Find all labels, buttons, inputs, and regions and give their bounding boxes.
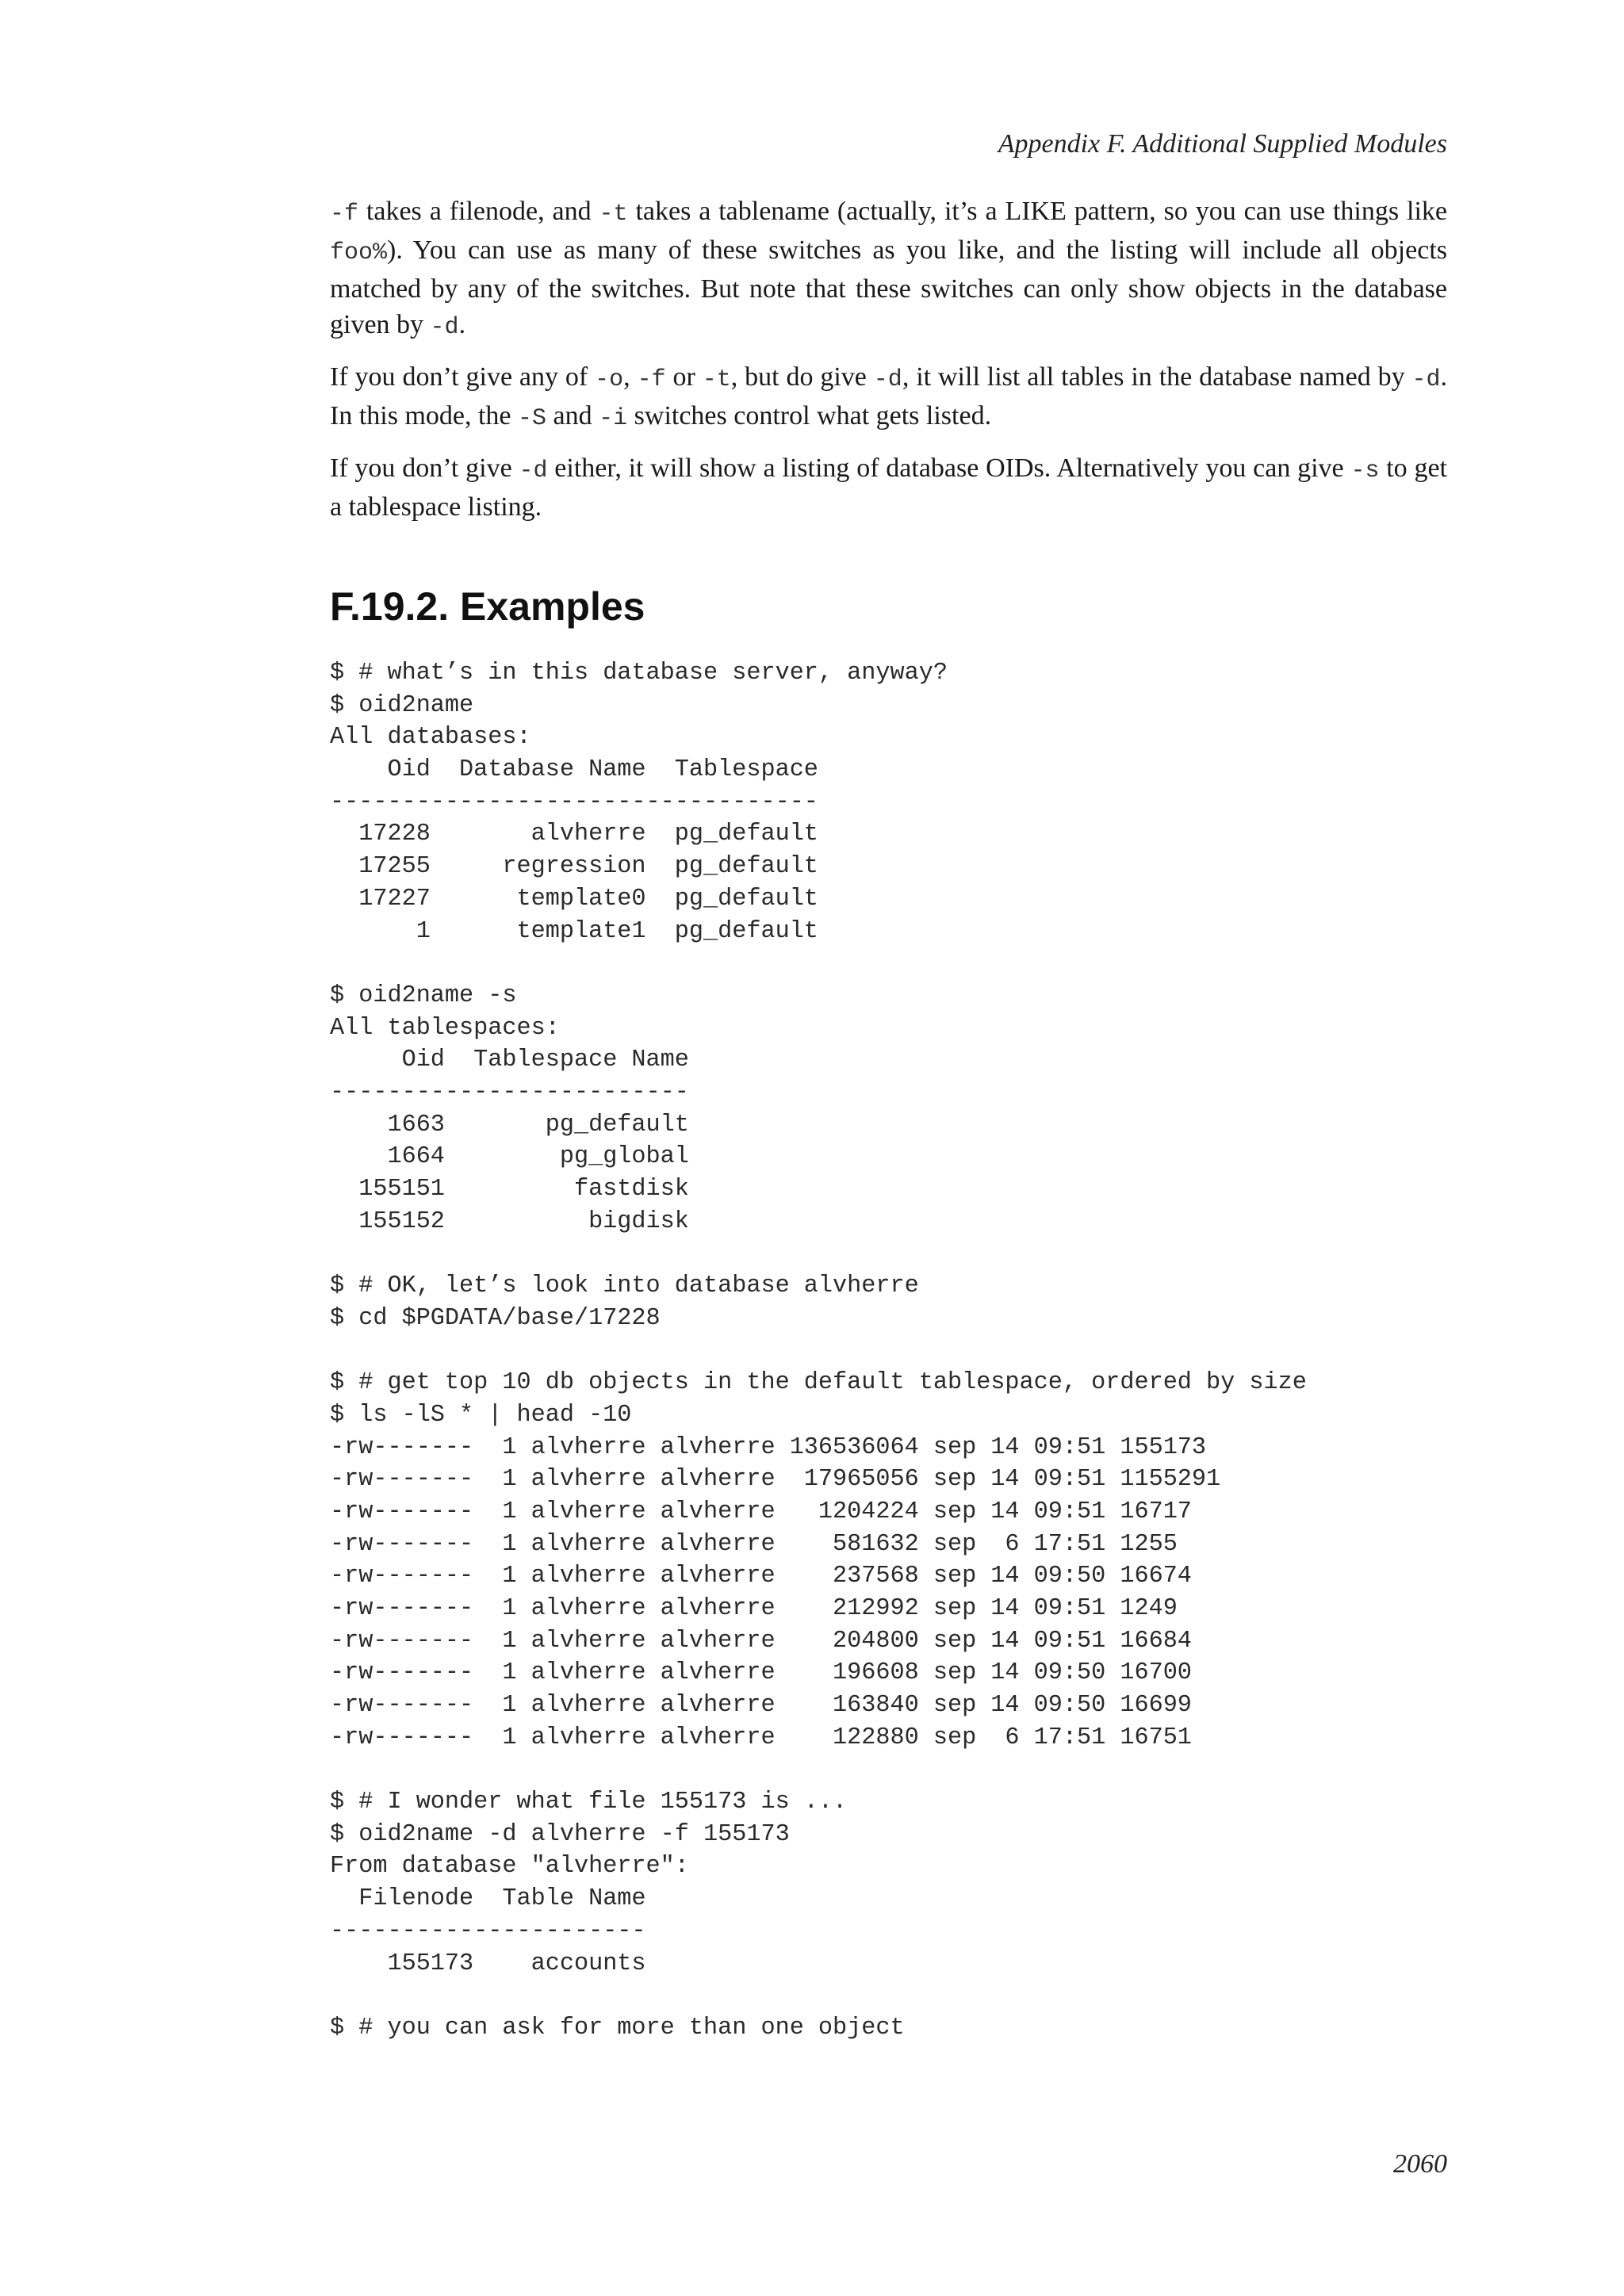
code-line: 155152 bigdisk <box>330 1207 689 1235</box>
inline-code: -i <box>599 405 628 432</box>
code-line: -rw------- 1 alvherre alvherre 212992 sep 14 09:51 1249 <box>330 1594 1178 1622</box>
code-line: 1664 pg_global <box>330 1143 689 1171</box>
inline-code: foo% <box>330 239 388 266</box>
code-line <box>330 947 1307 980</box>
code-line: -rw------- 1 alvherre alvherre 1204224 sep 14 09:51 16717 <box>330 1498 1192 1525</box>
code-line: All tablespaces: <box>330 1014 560 1042</box>
code-line: -rw------- 1 alvherre alvherre 581632 sep 6 17:51 1255 <box>330 1530 1178 1558</box>
code-line <box>330 1754 1307 1786</box>
inline-code: -o <box>595 366 624 393</box>
code-line: ---------------------------------- <box>330 788 818 816</box>
paragraph-switch-patterns: -f takes a filenode, and -t takes a tablename (actually, it’s a LIKE pattern, so you can use things like foo%). You can use as many of these switches as you like, and the listing will include all objects matched by any of the switches. But note that these switches can only show objects in the database given by -d. <box>330 197 1447 341</box>
paragraph-database-oids: If you don’t give -d either, it will show a listing of database OIDs. Alternatively you can give -s to get a tablespace listing. <box>330 453 1448 522</box>
paragraph-table-listing: If you don’t give any of -o, -f or -t, but do give -d, it will list all tables in the database named by -d. In this mode, the -S and -i switches control what gets listed. <box>330 362 1448 432</box>
code-line <box>330 1334 1307 1367</box>
code-line: From database "alvherre": <box>330 1853 689 1881</box>
code-line <box>330 1238 1307 1270</box>
inline-code: -s <box>1350 457 1380 484</box>
code-line: 1 template1 pg_default <box>330 917 818 945</box>
code-line: 17227 template0 pg_default <box>330 885 818 913</box>
code-line: $ cd $PGDATA/base/17228 <box>330 1304 661 1332</box>
code-line: Oid Database Name Tablespace <box>330 756 818 784</box>
code-line: $ # you can ask for more than one object <box>330 2014 905 2042</box>
code-line: ------------------------- <box>330 1078 689 1106</box>
section-title: F.19.2. Examples <box>330 584 645 629</box>
inline-code: -d <box>519 457 548 484</box>
code-line: 155173 accounts <box>330 1950 646 1977</box>
code-line: -rw------- 1 alvherre alvherre 163840 sep 14 09:50 16699 <box>330 1692 1192 1719</box>
inline-code: -f <box>330 201 359 228</box>
intro-text <box>330 193 1447 538</box>
code-line: 1663 pg_default <box>330 1111 689 1138</box>
code-line: ---------------------- <box>330 1917 646 1945</box>
code-line: Filenode Table Name <box>330 1885 646 1913</box>
code-line: -rw------- 1 alvherre alvherre 204800 sep 14 09:51 16684 <box>330 1627 1192 1655</box>
example-code-block <box>330 657 1307 2045</box>
code-line: -rw------- 1 alvherre alvherre 136536064 sep 14 09:51 155173 <box>330 1433 1207 1461</box>
code-line: $ # what’s in this database server, anyway? <box>330 660 948 687</box>
code-line: 17228 alvherre pg_default <box>330 821 818 848</box>
code-line: -rw------- 1 alvherre alvherre 122880 sep 6 17:51 16751 <box>330 1724 1192 1751</box>
code-line: 155151 fastdisk <box>330 1176 689 1203</box>
inline-code: -d <box>873 366 902 393</box>
inline-code: -t <box>599 201 628 228</box>
code-line: $ # get top 10 db objects in the default tablespace, ordered by size <box>330 1369 1307 1397</box>
code-line: All databases: <box>330 724 531 752</box>
inline-code: -t <box>702 366 731 393</box>
code-line: $ # I wonder what file 155173 is ... <box>330 1789 848 1816</box>
inline-code: -S <box>518 405 547 432</box>
code-line <box>330 1980 1307 2012</box>
code-line: 17255 regression pg_default <box>330 853 818 881</box>
running-header: Appendix F. Additional Supplied Modules <box>998 129 1447 159</box>
code-line: $ oid2name <box>330 691 474 719</box>
code-line: Oid Tablespace Name <box>330 1047 689 1074</box>
inline-code: -d <box>1411 366 1441 393</box>
code-line: -rw------- 1 alvherre alvherre 237568 sep 14 09:50 16674 <box>330 1563 1192 1590</box>
code-line: -rw------- 1 alvherre alvherre 17965056 sep 14 09:51 1155291 <box>330 1466 1221 1494</box>
inline-code: -f <box>637 366 666 393</box>
code-line: $ # OK, let’s look into database alvherre <box>330 1272 919 1300</box>
code-line: -rw------- 1 alvherre alvherre 196608 sep 14 09:50 16700 <box>330 1659 1192 1687</box>
page-number: 2060 <box>1393 2149 1447 2179</box>
inline-code: -d <box>430 314 459 341</box>
code-line: $ ls -lS * | head -10 <box>330 1401 632 1429</box>
code-line: $ oid2name -s <box>330 982 517 1009</box>
code-line: $ oid2name -d alvherre -f 155173 <box>330 1820 790 1848</box>
